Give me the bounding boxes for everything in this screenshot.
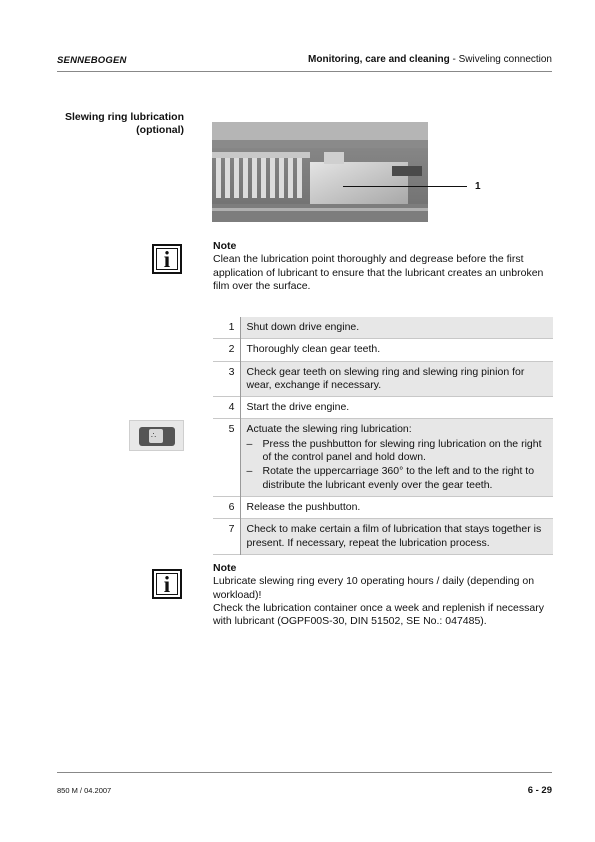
note-2-line1: Lubricate slewing ring every 10 operating hours / daily (depending on workload)! [213,575,535,601]
section-title [65,111,184,137]
step-number: 1 [213,317,240,339]
callout-label: 1 [475,181,481,192]
sub-step-text: Press the pushbutton for slewing ring lubrication on the right of the control panel and hold down. [262,437,542,464]
section-title-line1: Slewing ring lubrication [64,111,184,123]
step-text: Actuate the slewing ring lubrication: [246,423,412,436]
step-number: 6 [213,496,240,518]
step-row [213,361,553,397]
step-row [213,419,553,496]
sub-step-dash: – [246,437,253,450]
step-row [213,339,553,361]
note-2 [213,562,553,628]
step-text: Thoroughly clean gear teeth. [246,343,381,356]
slewing-ring-photo [212,122,428,222]
note-1-heading: Note [213,240,237,252]
step-text: Check to make certain a film of lubrication that stays together is present. If necessary, repeat the lubrication process. [240,519,553,555]
step-number: 7 [213,519,240,555]
header-title [308,54,552,65]
sub-step-dash: – [246,465,253,478]
step-number: 3 [213,361,240,397]
info-icon [152,244,182,274]
step-row [213,317,553,339]
step-text-block [240,419,553,496]
header-rule [57,71,552,72]
step-row [213,397,553,419]
step-row [213,496,553,518]
callout-leader-line [343,186,467,187]
step-number: 2 [213,339,240,361]
header-title-bold: Monitoring, care and cleaning [308,54,450,65]
steps-table [213,317,553,555]
section-title-line2: (optional) [136,124,184,136]
step-text: Shut down drive engine. [240,317,553,339]
sub-step [247,465,548,492]
note-1 [213,240,553,293]
pushbutton-panel-icon [129,420,184,451]
info-icon-glyph: i [163,247,171,272]
lubrication-symbol-icon: ∴ [151,431,157,440]
footer-doc-id: 850 M / 04.2007 [57,786,112,795]
step-number: 5 [213,419,240,496]
info-icon [152,569,182,599]
header-title-rest: - Swiveling connection [452,54,552,65]
step-text: Start the drive engine. [246,401,350,414]
step-text: Check gear teeth on slewing ring and slewing ring pinion for wear, exchange if necessary. [240,361,553,397]
note-2-line2: Check the lubrication container once a week and replenish if necessary with lubricant (OGPF00S-30, DIN 51502, SE No.: 047485). [213,601,544,628]
step-row [213,519,553,555]
sub-step-text: Rotate the uppercarriage 360° to the left and to the right to distribute the lubricant evenly over the gear teeth. [262,465,535,491]
note-1-text: Clean the lubrication point thoroughly and degrease before the first application of lubricant to ensure that the lubricant creates an unbroken film over the surface. [213,253,544,292]
page-number: 6 - 29 [527,785,552,796]
footer-rule [57,772,552,773]
note-2-heading: Note [213,562,237,574]
brand-logo: SENNEBOGEN [57,55,127,66]
step-number: 4 [213,397,240,419]
step-text: Release the pushbutton. [246,500,361,513]
info-icon-glyph: i [163,572,171,597]
slewing-ring-photo-graphic [212,122,428,222]
sub-step [247,438,548,465]
